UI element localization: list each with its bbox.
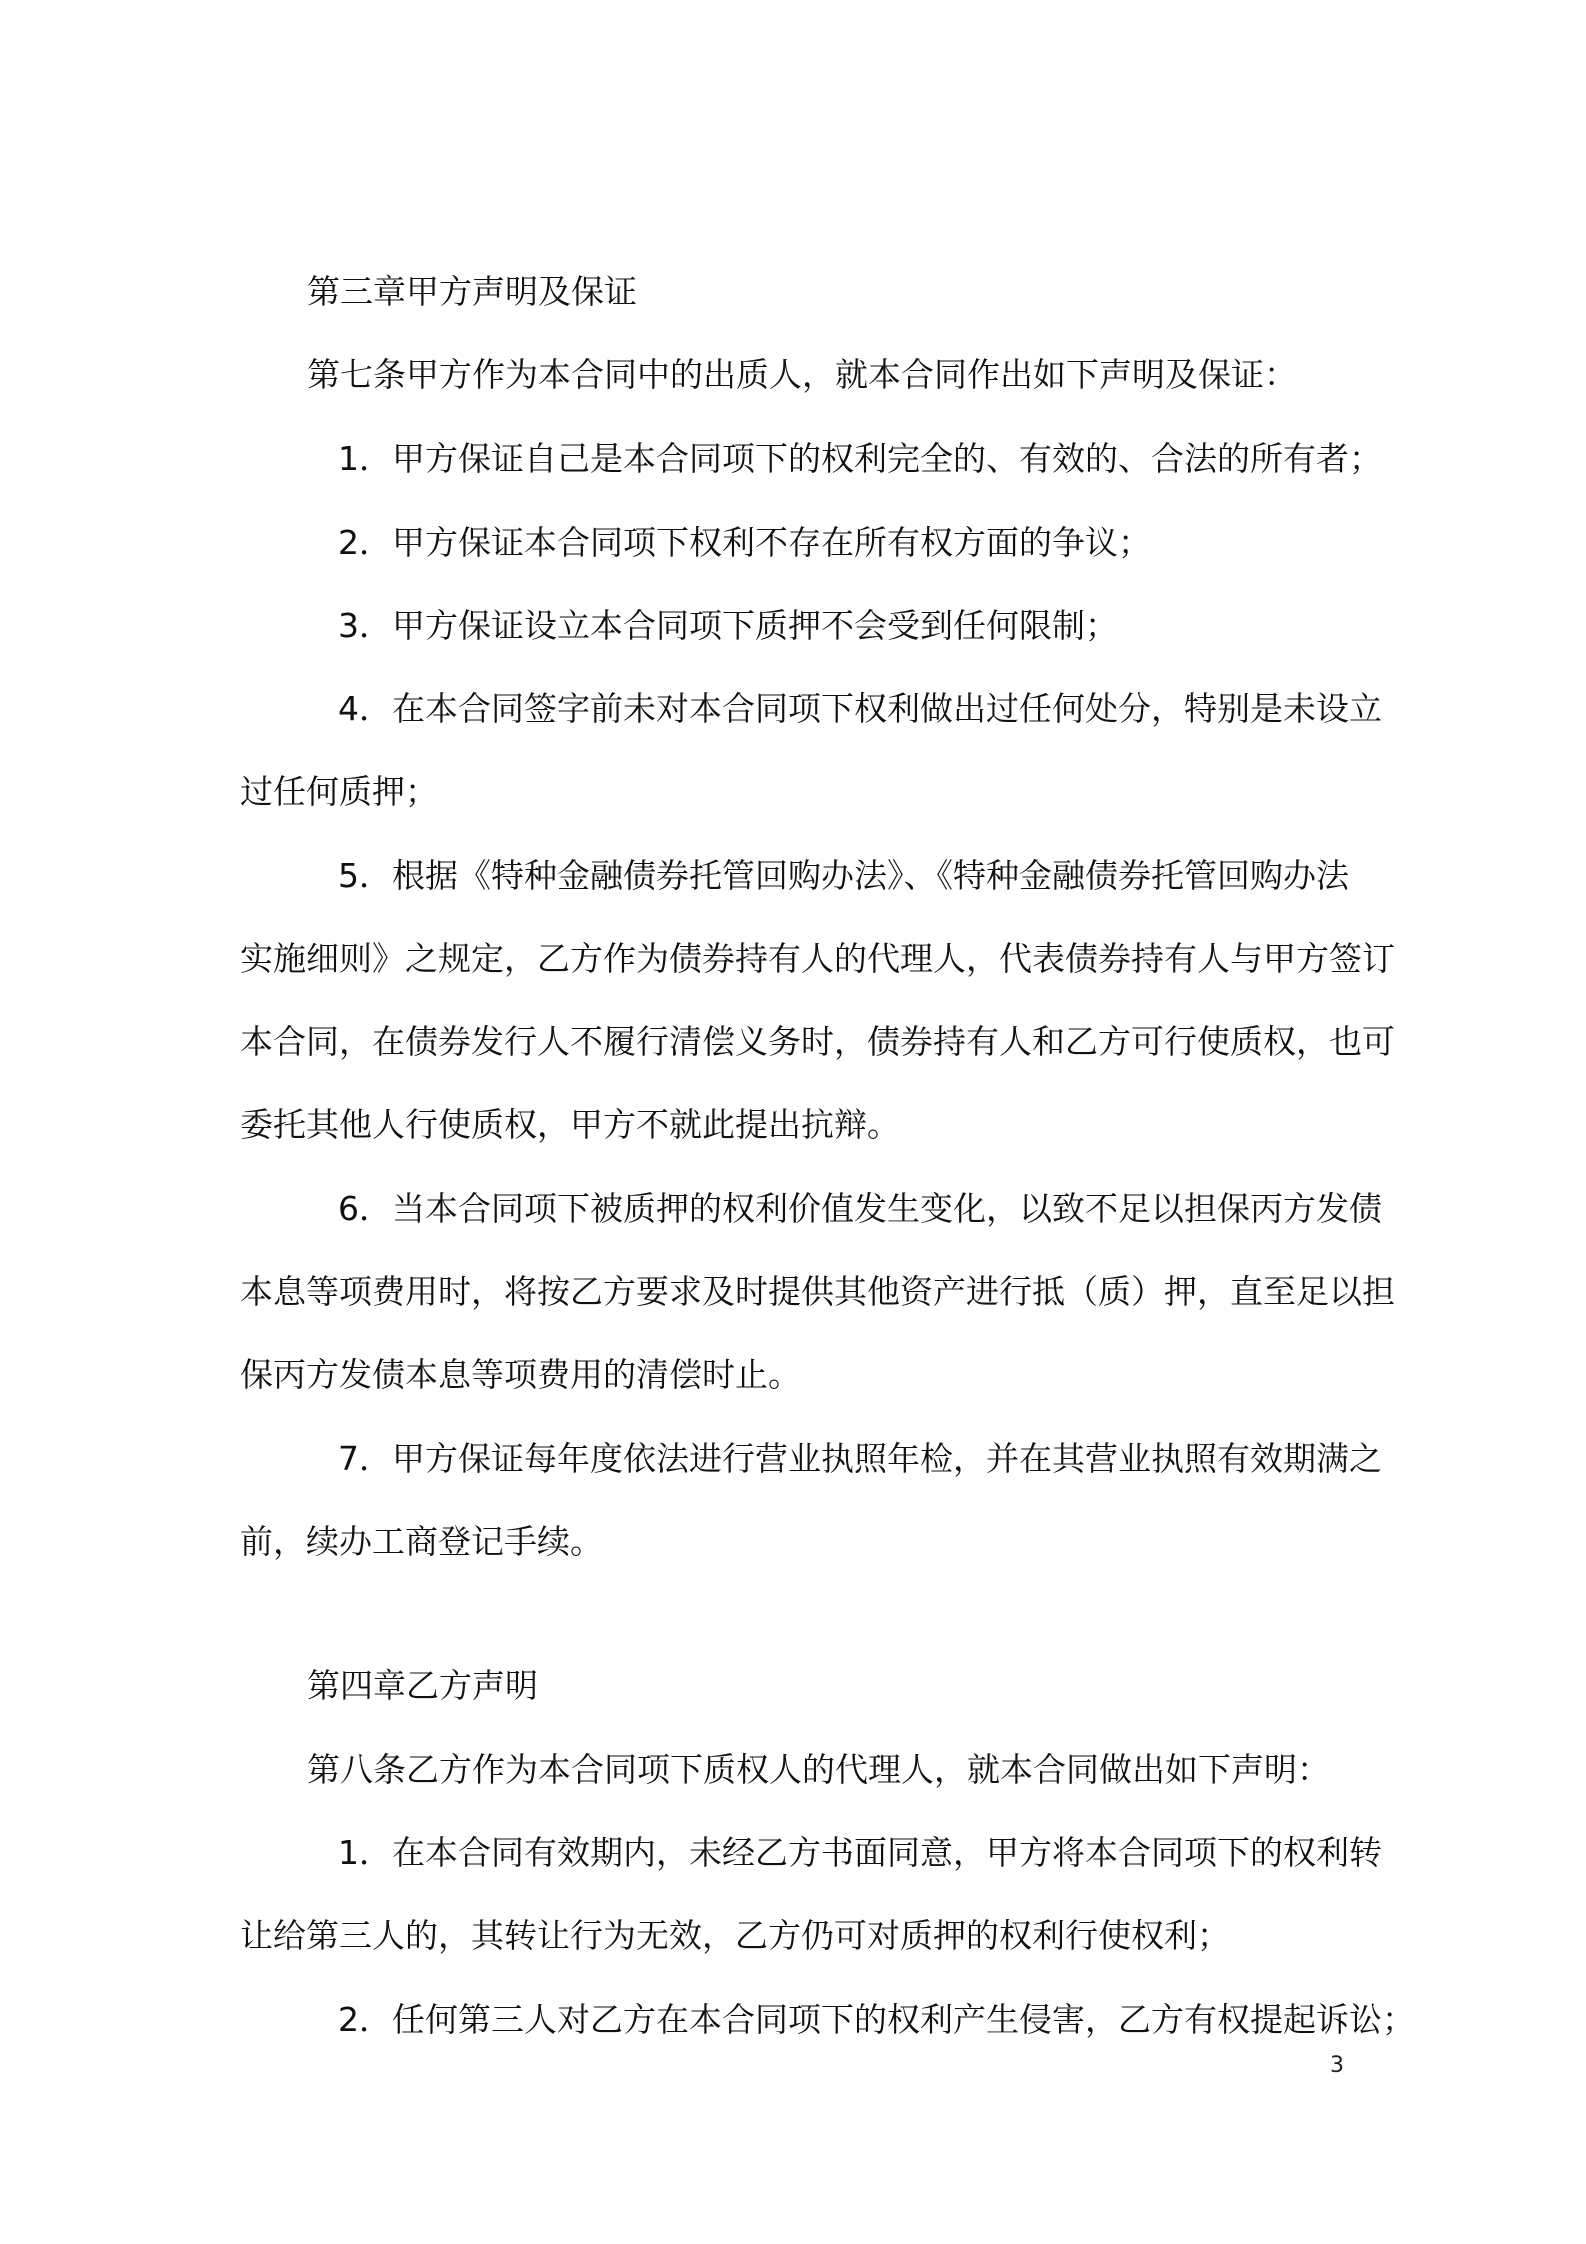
article-7-item-2: 2．甲方保证本合同项下权利不存在所有权方面的争议； xyxy=(338,523,1151,562)
article-8-item-1-line-2: 让给第三人的，其转让行为无效，乙方仍可对质押的权利行使权利； xyxy=(240,1916,1230,1955)
page-number: 3 xyxy=(1330,2053,1344,2078)
article-7-item-5-line-4: 委托其他人行使质权，甲方不就此提出抗辩。 xyxy=(240,1105,900,1144)
article-7-item-5-line-2: 实施细则》之规定，乙方作为债券持有人的代理人，代表债券持有人与甲方签订 xyxy=(240,939,1395,978)
article-7-item-4-line-2: 过任何质押； xyxy=(240,772,438,811)
article-7-item-7-line-1: 7．甲方保证每年度依法进行营业执照年检，并在其营业执照有效期满之 xyxy=(338,1439,1382,1478)
chapter-4-title: 第四章乙方声明 xyxy=(307,1666,538,1705)
article-8-item-1-line-1: 1．在本合同有效期内，未经乙方书面同意，甲方将本合同项下的权利转 xyxy=(338,1833,1382,1872)
article-7-item-4-line-1: 4．在本合同签字前未对本合同项下权利做出过任何处分，特别是未设立 xyxy=(338,689,1382,728)
article-7-item-6-line-2: 本息等项费用时，将按乙方要求及时提供其他资产进行抵（质）押，直至足以担 xyxy=(240,1272,1395,1311)
article-7-item-6-line-3: 保丙方发债本息等项费用的清偿时止。 xyxy=(240,1355,801,1394)
article-7-item-7-line-2: 前，续办工商登记手续。 xyxy=(240,1522,603,1561)
article-7-item-5-line-1: 5．根据《特种金融债券托管回购办法》、《特种金融债券托管回购办法 xyxy=(338,856,1349,895)
article-8-heading: 第八条乙方作为本合同项下质权人的代理人，就本合同做出如下声明： xyxy=(307,1750,1330,1789)
article-7-item-6-line-1: 6．当本合同项下被质押的权利价值发生变化，以致不足以担保丙方发债 xyxy=(338,1189,1382,1228)
chapter-3-title: 第三章甲方声明及保证 xyxy=(307,272,637,311)
article-7-item-1: 1．甲方保证自己是本合同项下的权利完全的、有效的、合法的所有者； xyxy=(338,439,1382,478)
article-7-heading: 第七条甲方作为本合同中的出质人，就本合同作出如下声明及保证： xyxy=(307,355,1297,394)
article-8-item-2: 2．任何第三人对乙方在本合同项下的权利产生侵害，乙方有权提起诉讼； xyxy=(338,2000,1415,2039)
article-7-item-5-line-3: 本合同，在债券发行人不履行清偿义务时，债券持有人和乙方可行使质权，也可 xyxy=(240,1022,1395,1061)
article-7-item-3: 3．甲方保证设立本合同项下质押不会受到任何限制； xyxy=(338,606,1118,645)
